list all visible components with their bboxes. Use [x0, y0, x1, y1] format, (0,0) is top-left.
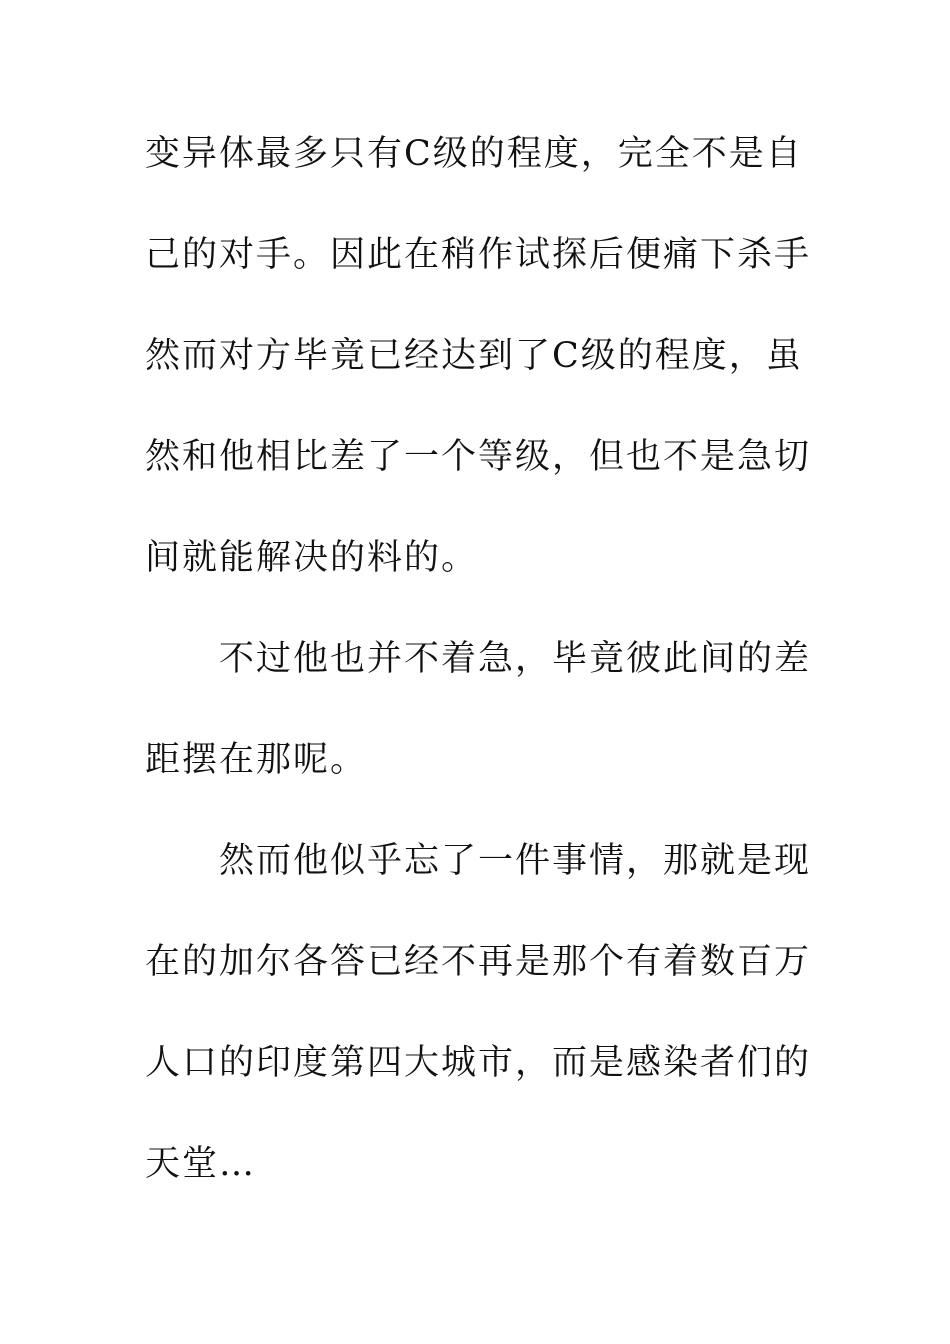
- paragraph-start-line: 不过他也并不着急，毕竟彼此间的差: [219, 639, 812, 679]
- text-line: 己的对手。因此在稍作试探后便痛下杀手: [145, 235, 812, 275]
- paragraph-start-line: 然而他似乎忘了一件事情，那就是现: [219, 841, 812, 881]
- text-line: 天堂…: [145, 1144, 257, 1184]
- text-line: 距摆在那呢。: [145, 740, 368, 780]
- text-line: 在的加尔各答已经不再是那个有着数百万: [145, 942, 812, 982]
- text-line: 变异体最多只有C级的程度，完全不是自: [145, 134, 803, 174]
- body-text: [145, 128, 815, 1239]
- text-line: 然而对方毕竟已经达到了C级的程度，虽: [145, 336, 803, 376]
- text-line: 然和他相比差了一个等级，但也不是急切: [145, 437, 812, 477]
- text-line: 人口的印度第四大城市，而是感染者们的: [145, 1043, 812, 1083]
- text-line: 间就能解决的料的。: [145, 538, 479, 578]
